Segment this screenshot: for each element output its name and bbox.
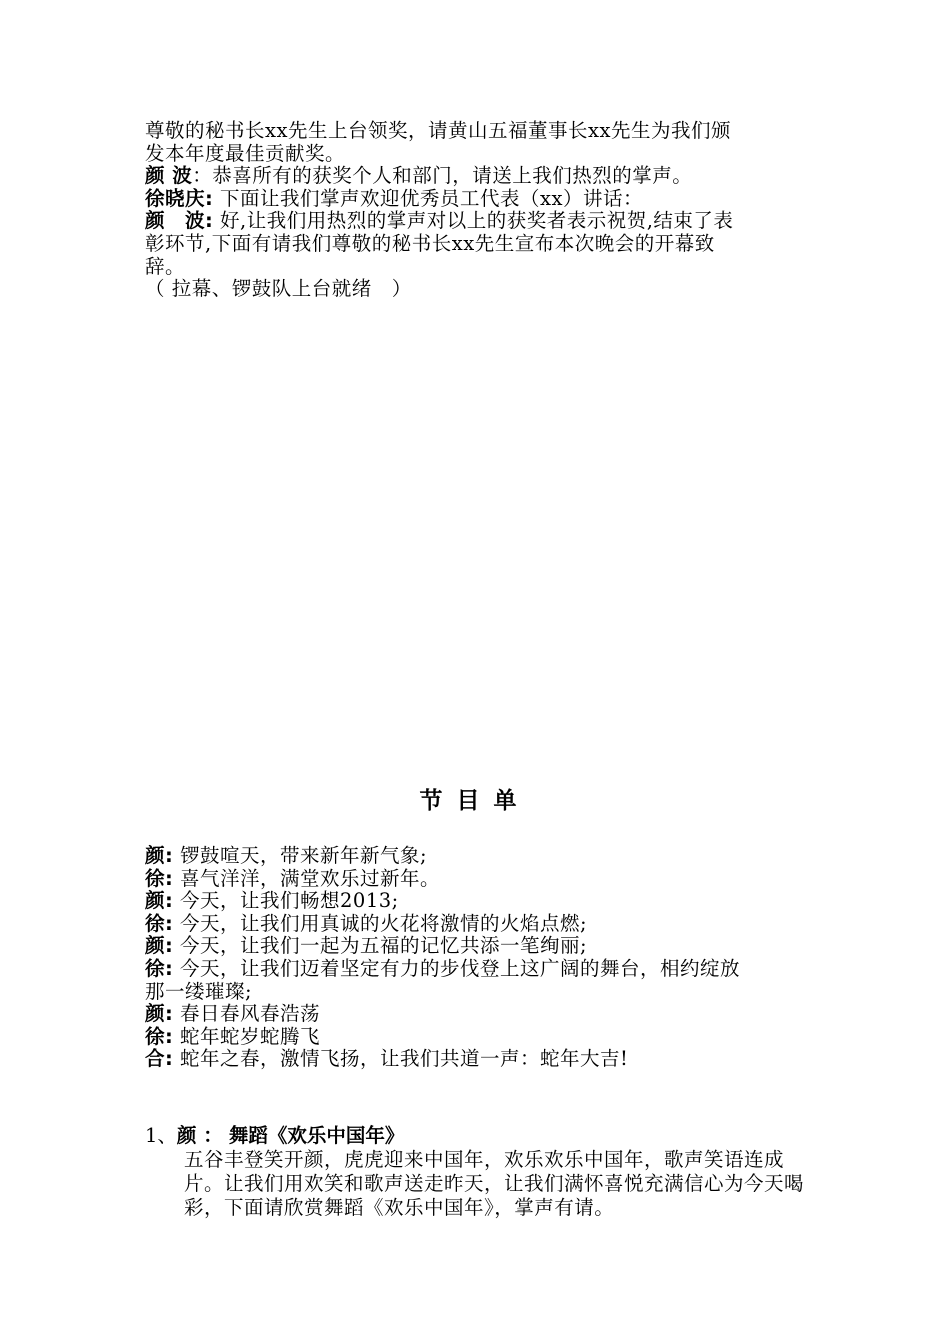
script-line (145, 165, 810, 188)
speaker-label: 颜 波 (145, 164, 193, 188)
line-text: 锣鼓喧天，带来新年新气象; (173, 844, 428, 867)
speaker-label: 颜 波: (145, 209, 214, 233)
item-number: 1、 (145, 1124, 177, 1147)
program-opening-lines (145, 845, 810, 1071)
script-line (145, 1048, 810, 1071)
program-item-heading (145, 1124, 810, 1148)
script-line (145, 1003, 810, 1026)
line-text: （ 拉幕、锣鼓队上台就绪 ） (145, 277, 412, 301)
speaker-label: 徐: (145, 1024, 174, 1048)
stage-direction (145, 278, 810, 301)
script-line (145, 935, 810, 958)
script-line (145, 210, 810, 233)
speaker-label: 徐晓庆: (145, 186, 214, 210)
line-text: 蛇年蛇岁蛇腾飞 (173, 1024, 321, 1048)
line-text: 今天，让我们用真诚的火花将激情的火焰点燃; (173, 911, 588, 935)
script-line (145, 188, 810, 211)
item-host: 颜 ： (176, 1124, 223, 1147)
line-text: 发本年度最佳贡献奖。 (145, 141, 346, 165)
line-text: 那一缕璀璨; (145, 979, 253, 1003)
line-text: 今天，让我们畅想2013; (173, 889, 399, 913)
speaker-label: 徐: (145, 911, 174, 935)
speaker-label: 徐: (145, 866, 174, 890)
script-line (145, 143, 810, 166)
line-text: 蛇年之春，激情飞扬，让我们共道一声：蛇年大吉! (173, 1047, 629, 1071)
speaker-label: 颜: (145, 889, 174, 913)
line-text: 今天，让我们一起为五福的记忆共添一笔绚丽; (173, 934, 588, 958)
speaker-label: 颜: (145, 844, 174, 867)
program-title: 节目单 (419, 788, 531, 814)
speaker-label: 徐: (145, 956, 174, 980)
speaker-label: 颜: (145, 1002, 174, 1026)
line-text: 尊敬的秘书长xx先生上台领奖，请黄山五福董事长xx先生为我们颁 (145, 119, 731, 142)
script-line (145, 981, 810, 1004)
script-section-top (145, 120, 810, 301)
line-text: 喜气洋洋，满堂欢乐过新年。 (173, 866, 441, 890)
script-line (145, 256, 810, 279)
line-text: 辞。 (145, 254, 186, 278)
line-text: 彰环节,下面有请我们尊敬的秘书长xx先生宣布本次晚会的开幕致 (145, 231, 715, 255)
line-text: ：恭喜所有的获奖个人和部门，请送上我们热烈的掌声。 (192, 164, 693, 188)
line-text: 春日春风春浩荡 (173, 1002, 321, 1026)
program-item-1 (145, 1124, 810, 1220)
script-line (145, 868, 810, 891)
line-text: 下面让我们掌声欢迎优秀员工代表（xx）讲话： (213, 186, 644, 210)
script-line (145, 913, 810, 936)
item-intro-paragraph: 五谷丰登笑开颜，虎虎迎来中国年，欢乐欢乐中国年，歌声笑语连成片。让我们用欢笑和歌声送走昨天，让我们满怀喜悦充满信心为今天喝彩，下面请欣赏舞蹈《欢乐中国年》，掌声有请。 (184, 1148, 805, 1219)
line-text: 今天，让我们迈着坚定有力的步伐登上这广阔的舞台，相约绽放 (173, 956, 741, 980)
script-line (145, 1026, 810, 1049)
script-line (145, 958, 810, 981)
line-text: 好,让我们用热烈的掌声对以上的获奖者表示祝贺,结束了表 (213, 209, 734, 233)
item-show-title: 舞蹈《欢乐中国年》 (228, 1124, 405, 1147)
script-line (145, 890, 810, 913)
script-line (145, 120, 810, 143)
speaker-label: 颜: (145, 934, 174, 958)
script-line (145, 845, 810, 868)
script-line (145, 233, 810, 256)
speaker-label: 合: (145, 1047, 174, 1071)
